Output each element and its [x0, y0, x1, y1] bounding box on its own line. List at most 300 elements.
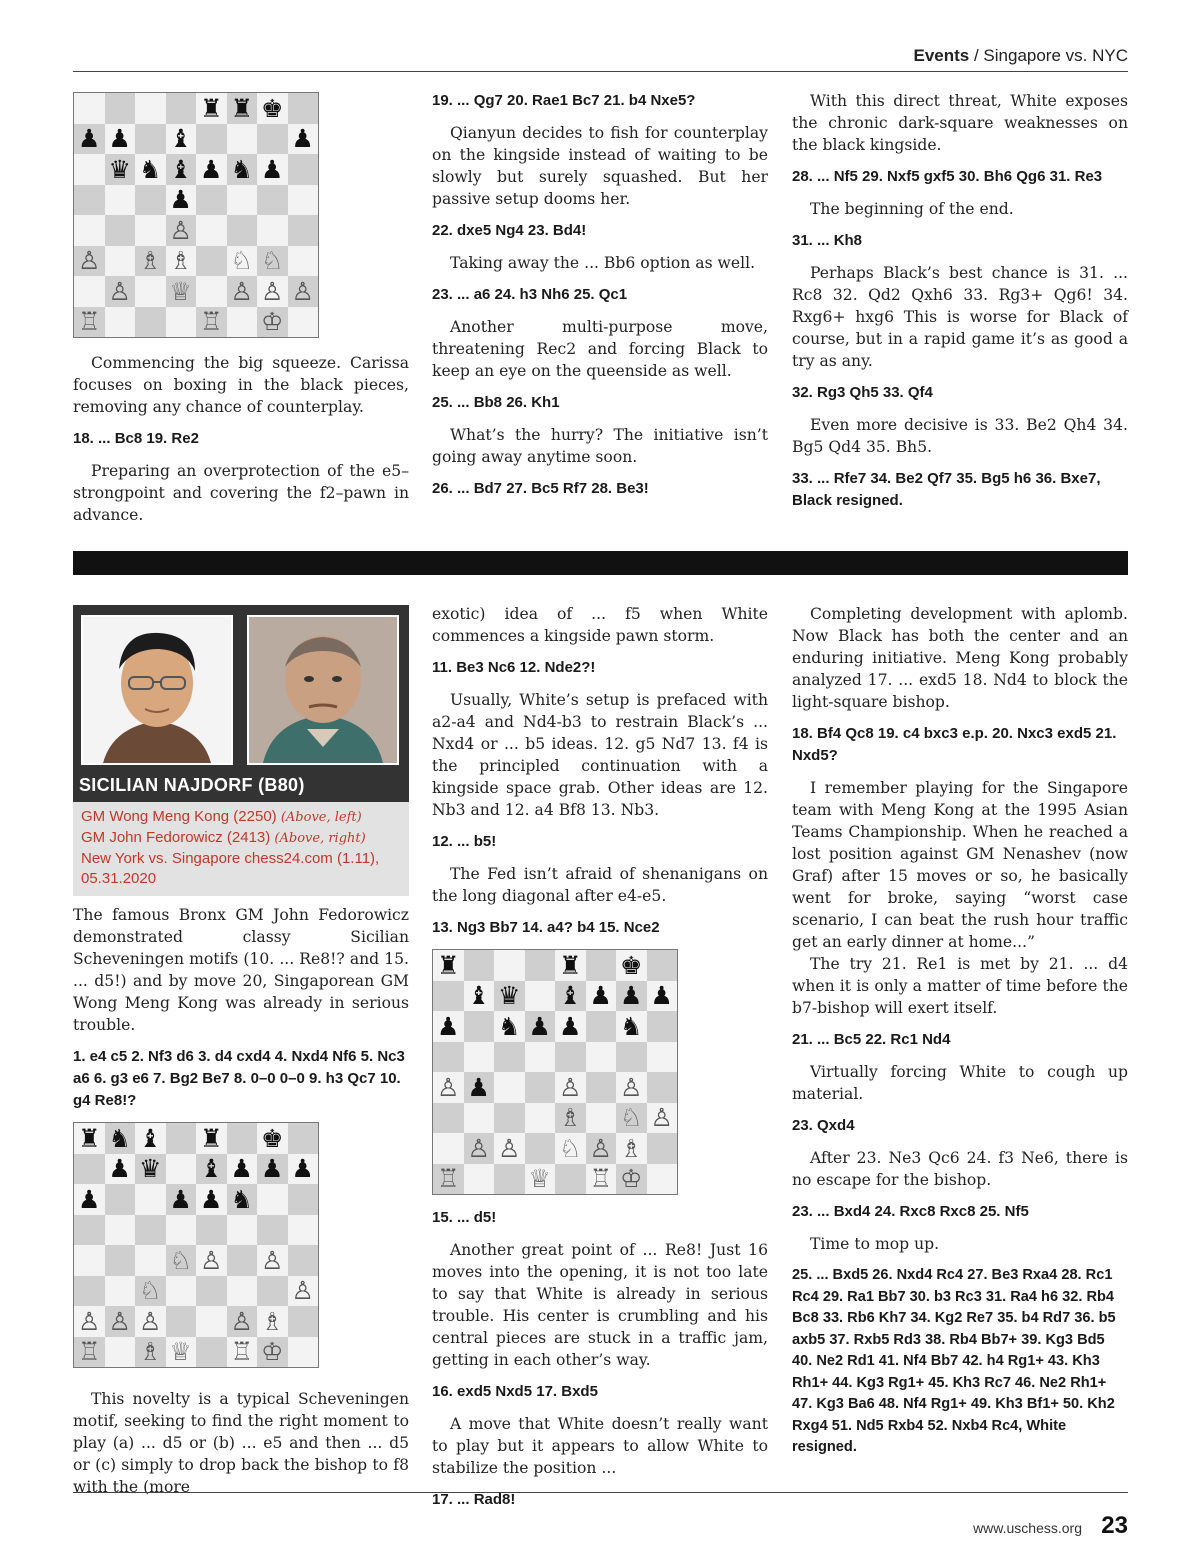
black-king-icon: ♚	[261, 1123, 284, 1153]
board-square	[494, 1042, 525, 1073]
black-rook-icon: ♜	[78, 1123, 101, 1153]
paragraph: The Fed isn’t afraid of shenanigans on the long diagonal after e4-e5.	[432, 865, 768, 905]
board-square	[166, 276, 197, 307]
white-pawn-icon: ♙	[200, 1245, 223, 1275]
black-queen-icon: ♛	[108, 154, 131, 184]
black-bishop-icon: ♝	[559, 981, 582, 1011]
board-square	[257, 307, 288, 338]
board-square	[166, 1245, 197, 1276]
board-square	[257, 215, 288, 246]
black-photo-note: (Above, right)	[274, 831, 366, 846]
board-square	[105, 93, 136, 124]
white-pawn-icon: ♙	[620, 1072, 643, 1102]
white-pawn-icon: ♙	[261, 1245, 284, 1275]
paragraph: Qianyun decides to fish for counterplay on the kingside instead of waiting to be slowly but surely squashed. But her passive setup dooms her.	[432, 124, 768, 208]
black-pawn-icon: ♟	[169, 1184, 192, 1214]
board-square	[257, 1215, 288, 1246]
white-queen-icon: ♕	[528, 1164, 551, 1194]
board-square	[227, 276, 258, 307]
move-line: 19. ... Qg7 20. Rae1 Bc7 21. b4 Nxe5?	[432, 92, 696, 109]
white-pawn-icon: ♙	[589, 1133, 612, 1163]
board-square	[135, 1154, 166, 1185]
paragraph: The beginning of the end.	[810, 200, 1014, 218]
board-square	[525, 1133, 556, 1164]
top-column-1	[73, 92, 409, 536]
board-square	[135, 154, 166, 185]
board-square	[288, 1306, 319, 1337]
black-knight-icon: ♞	[230, 154, 253, 184]
board-square	[227, 307, 258, 338]
board-square	[257, 1337, 288, 1368]
board-square	[227, 154, 258, 185]
board-square	[288, 1184, 319, 1215]
black-pawn-icon: ♟	[650, 981, 673, 1011]
board-square	[288, 1337, 319, 1368]
board-square	[288, 1154, 319, 1185]
white-pawn-icon: ♙	[498, 1133, 521, 1163]
black-pawn-icon: ♟	[78, 1184, 101, 1214]
board-square	[196, 1337, 227, 1368]
board-square	[74, 1215, 105, 1246]
board-square	[288, 1215, 319, 1246]
board-square	[647, 1103, 678, 1134]
board-square	[105, 1245, 136, 1276]
board-square	[227, 1306, 258, 1337]
board-square	[288, 1276, 319, 1307]
board-square	[74, 1154, 105, 1185]
board-square	[288, 246, 319, 277]
black-rook-icon: ♜	[559, 950, 582, 980]
board-square	[135, 1123, 166, 1154]
board-square	[433, 1042, 464, 1073]
board-square	[586, 1164, 617, 1195]
board-square	[555, 1042, 586, 1073]
board-square	[586, 1072, 617, 1103]
board-square	[196, 1245, 227, 1276]
board-square	[288, 154, 319, 185]
board-square	[586, 1011, 617, 1042]
move-line: 31. ... Kh8	[792, 232, 863, 249]
black-pawn-icon: ♟	[230, 1154, 253, 1184]
white-knight-icon: ♘	[261, 246, 284, 276]
board-square	[616, 1133, 647, 1164]
board-square	[647, 1164, 678, 1195]
black-pawn-icon: ♟	[467, 1072, 490, 1102]
board-square	[464, 1042, 495, 1073]
black-pawn-icon: ♟	[291, 124, 314, 154]
board-square	[135, 1215, 166, 1246]
white-king-icon: ♔	[261, 1337, 284, 1367]
board-square	[105, 124, 136, 155]
white-pawn-icon: ♙	[78, 1306, 101, 1336]
paragraph: Usually, White’s setup is prefaced with a2-a4 and Nd4-b3 to restrain Black’s ... Nxd4 or ... b5 ideas. 12. g5 Nd7 13. f4 is the principled continuation with a kingside space grab. Other ideas are 12. Nb3 and 12. a4 Bf8 13. Nb3.	[432, 691, 768, 819]
paragraph: Perhaps Black’s best chance is 31. ... Rc8 32. Qd2 Qxh6 33. Rg3+ Qg6! 34. Rxg6+ hxg6 This is worse for Black of course, but in a rapid game it’s as good a try as any.	[792, 264, 1128, 370]
board-square	[647, 1042, 678, 1073]
black-bishop-icon: ♝	[139, 1123, 162, 1153]
footer-rule	[73, 1492, 1128, 1493]
move-line: 15. ... d5!	[432, 1209, 497, 1226]
board-square	[464, 1103, 495, 1134]
board-square	[227, 1337, 258, 1368]
move-line: 25. ... Bb8 26. Kh1	[432, 394, 560, 411]
move-line: 12. ... b5!	[432, 833, 497, 850]
board-square	[288, 93, 319, 124]
board-square	[257, 124, 288, 155]
paragraph: Even more decisive is 33. Be2 Qh4 34. Bg5 Qd4 35. Bh5.	[792, 416, 1128, 456]
board-square	[555, 950, 586, 981]
board-square	[433, 1011, 464, 1042]
move-line: 16. exd5 Nxd5 17. Bxd5	[432, 1383, 598, 1400]
white-pawn-icon: ♙	[261, 276, 284, 306]
move-line: 11. Be3 Nc6 12. Nde2?!	[432, 659, 596, 676]
board-square	[135, 93, 166, 124]
paragraph: exotic) idea of ... f5 when White commences a kingside pawn storm.	[432, 605, 768, 645]
board-square	[74, 1306, 105, 1337]
board-square	[166, 1184, 197, 1215]
chess-diagram-1	[73, 92, 319, 338]
board-square	[257, 185, 288, 216]
running-header	[73, 40, 1128, 72]
white-rook-icon: ♖	[200, 307, 223, 337]
board-square	[105, 185, 136, 216]
black-queen-icon: ♛	[498, 981, 521, 1011]
board-square	[196, 154, 227, 185]
board-square	[555, 981, 586, 1012]
white-pawn-icon: ♙	[139, 1306, 162, 1336]
paragraph: Time to mop up.	[810, 1235, 940, 1253]
board-square	[105, 1123, 136, 1154]
move-line: 32. Rg3 Qh5 33. Qf4	[792, 384, 933, 401]
board-square	[494, 1164, 525, 1195]
white-pawn-icon: ♙	[437, 1072, 460, 1102]
white-pawn-icon: ♙	[291, 1276, 314, 1306]
event-date: 05.31.2020	[81, 870, 157, 887]
board-square	[135, 185, 166, 216]
board-square	[74, 1276, 105, 1307]
paragraph: Commencing the big squeeze. Carissa focuses on boxing in the black pieces, removing any chance of counterplay.	[73, 354, 409, 416]
paragraph: The famous Bronx GM John Fedorowicz demonstrated classy Sicilian Scheveningen motifs (10. ... Re8!? and 15. ... d5!) and by move 20, Singaporean GM Wong Meng Kong was already in serious trouble.	[73, 906, 409, 1034]
separator: /	[969, 46, 984, 65]
move-line: 26. ... Bd7 27. Bc5 Rf7 28. Be3!	[432, 480, 649, 497]
board-square	[105, 246, 136, 277]
top-column-2	[432, 90, 768, 510]
board-square	[105, 307, 136, 338]
board-square	[227, 93, 258, 124]
board-square	[257, 154, 288, 185]
black-pawn-icon: ♟	[169, 185, 192, 215]
board-square	[227, 246, 258, 277]
black-pawn-icon: ♟	[620, 981, 643, 1011]
board-square	[433, 1103, 464, 1134]
white-knight-icon: ♘	[230, 246, 253, 276]
board-square	[196, 1276, 227, 1307]
board-square	[196, 1215, 227, 1246]
white-pawn-icon: ♙	[230, 276, 253, 306]
move-line: 18. Bf4 Qc8 19. c4 bxc3 e.p. 20. Nxc3 exd5 21. Nxd5?	[792, 725, 1117, 764]
board-square	[288, 1245, 319, 1276]
board-square	[227, 1245, 258, 1276]
board-square	[647, 981, 678, 1012]
board-square	[166, 246, 197, 277]
board-square	[586, 1042, 617, 1073]
black-bishop-icon: ♝	[169, 154, 192, 184]
white-knight-icon: ♘	[620, 1103, 643, 1133]
white-rook-icon: ♖	[589, 1164, 612, 1194]
board-square	[74, 154, 105, 185]
white-knight-icon: ♘	[559, 1133, 582, 1163]
board-square	[494, 950, 525, 981]
paragraph: This novelty is a typical Scheveningen motif, seeking to find the right moment to play (a) ... d5 or (b) ... e5 and then ... d5 or (c) simply to drop back the bishop to f8 with the (more	[73, 1390, 409, 1496]
board-square	[196, 1306, 227, 1337]
black-king-icon: ♚	[620, 950, 643, 980]
white-pawn-icon: ♙	[108, 276, 131, 306]
move-line: 13. Ng3 Bb7 14. a4? b4 15. Nce2	[432, 919, 660, 936]
black-rook-icon: ♜	[200, 1123, 223, 1153]
chess-diagram-3	[432, 949, 678, 1195]
black-knight-icon: ♞	[230, 1184, 253, 1214]
board-square	[196, 276, 227, 307]
board-square	[227, 1154, 258, 1185]
board-square	[196, 124, 227, 155]
board-square	[525, 1011, 556, 1042]
black-knight-icon: ♞	[139, 154, 162, 184]
board-square	[525, 950, 556, 981]
board-square	[433, 950, 464, 981]
board-square	[135, 276, 166, 307]
board-square	[74, 185, 105, 216]
board-square	[616, 1042, 647, 1073]
board-square	[647, 1133, 678, 1164]
white-bishop-icon: ♗	[559, 1103, 582, 1133]
board-square	[257, 1276, 288, 1307]
section-label: Events	[913, 46, 970, 65]
black-pawn-icon: ♟	[261, 1154, 284, 1184]
move-line: 18. ... Bc8 19. Re2	[73, 430, 199, 447]
black-pawn-icon: ♟	[108, 124, 131, 154]
board-square	[105, 1306, 136, 1337]
board-square	[647, 950, 678, 981]
white-knight-icon: ♘	[139, 1276, 162, 1306]
page-number: 23	[1101, 1512, 1128, 1539]
white-pawn-icon: ♙	[291, 276, 314, 306]
board-square	[288, 124, 319, 155]
board-square	[227, 215, 258, 246]
board-square	[616, 1103, 647, 1134]
board-square	[105, 1337, 136, 1368]
black-pawn-icon: ♟	[589, 981, 612, 1011]
board-square	[647, 1072, 678, 1103]
board-square	[586, 950, 617, 981]
board-square	[288, 307, 319, 338]
board-square	[196, 1154, 227, 1185]
white-bishop-icon: ♗	[620, 1133, 643, 1163]
bottom-column-3	[792, 603, 1128, 1469]
board-square	[586, 1103, 617, 1134]
board-square	[494, 981, 525, 1012]
board-square	[616, 981, 647, 1012]
black-rook-icon: ♜	[230, 93, 253, 123]
board-square	[257, 1245, 288, 1276]
section-title	[914, 46, 1129, 66]
board-square	[74, 1184, 105, 1215]
board-square	[196, 1184, 227, 1215]
paragraph: Another multi-purpose move, threatening Rec2 and forcing Black to keep an eye on the queenside as well.	[432, 318, 768, 380]
bottom-column-1	[73, 904, 409, 1508]
board-square	[227, 1184, 258, 1215]
board-square	[494, 1072, 525, 1103]
paragraph: What’s the hurry? The initiative isn’t going away anytime soon.	[432, 426, 768, 466]
board-square	[227, 1276, 258, 1307]
move-line: 23. Qxd4	[792, 1117, 855, 1134]
photo-john-fedorowicz	[247, 615, 399, 765]
paragraph: Taking away the ... Bb6 option as well.	[450, 254, 756, 272]
board-square	[555, 1164, 586, 1195]
black-knight-icon: ♞	[108, 1123, 131, 1153]
white-rook-icon: ♖	[437, 1164, 460, 1194]
paragraph: With this direct threat, White exposes the chronic dark-square weaknesses on the black kingside.	[792, 92, 1128, 154]
paragraph: Preparing an overprotection of the e5–strongpoint and covering the f2–pawn in advance.	[73, 462, 409, 524]
board-square	[74, 276, 105, 307]
black-rook-icon: ♜	[437, 950, 460, 980]
white-queen-icon: ♕	[169, 276, 192, 306]
black-pawn-icon: ♟	[291, 1154, 314, 1184]
board-square	[257, 93, 288, 124]
board-square	[464, 1072, 495, 1103]
board-square	[105, 1184, 136, 1215]
white-bishop-icon: ♗	[139, 1337, 162, 1367]
board-square	[166, 93, 197, 124]
white-pawn-icon: ♙	[169, 215, 192, 245]
board-square	[135, 124, 166, 155]
board-square	[464, 950, 495, 981]
board-square	[196, 215, 227, 246]
paragraph: I remember playing for the Singapore team with Meng Kong at the 1995 Asian Teams Championship. When he reached a lost position against GM Nenashev (now Graf) after 15 moves or so, he basically went for broke, saying “worst case scenario, I can beat the rush hour traffic get an early dinner at home...”	[792, 779, 1128, 951]
board-square	[227, 1215, 258, 1246]
black-player: GM John Fedorowicz (2413)	[81, 829, 271, 846]
white-player: GM Wong Meng Kong (2250)	[81, 808, 277, 825]
board-square	[433, 981, 464, 1012]
white-photo-note: (Above, left)	[280, 810, 362, 825]
black-bishop-icon: ♝	[169, 124, 192, 154]
photo-wong-meng-kong	[81, 615, 233, 765]
board-square	[74, 1123, 105, 1154]
board-square	[586, 981, 617, 1012]
board-square	[464, 1164, 495, 1195]
black-pawn-icon: ♟	[559, 1011, 582, 1041]
board-square	[288, 1123, 319, 1154]
white-queen-icon: ♕	[169, 1337, 192, 1367]
board-square	[166, 185, 197, 216]
move-line: 28. ... Nf5 29. Nxf5 gxf5 30. Bh6 Qg6 31. Re3	[792, 168, 1103, 185]
board-square	[196, 246, 227, 277]
board-square	[227, 185, 258, 216]
game-info-box	[73, 802, 409, 896]
board-square	[464, 981, 495, 1012]
board-square	[525, 1072, 556, 1103]
black-pawn-icon: ♟	[78, 124, 101, 154]
board-square	[196, 307, 227, 338]
move-line: 22. dxe5 Ng4 23. Bd4!	[432, 222, 587, 239]
board-square	[257, 246, 288, 277]
board-square	[166, 1215, 197, 1246]
black-queen-icon: ♛	[139, 1154, 162, 1184]
black-pawn-icon: ♟	[437, 1011, 460, 1041]
footer-url: www.uschess.org	[973, 1520, 1082, 1536]
board-square	[555, 1011, 586, 1042]
board-square	[616, 1164, 647, 1195]
board-square	[616, 1011, 647, 1042]
board-square	[135, 1184, 166, 1215]
top-column-3	[792, 90, 1128, 522]
board-square	[257, 1184, 288, 1215]
board-square	[494, 1133, 525, 1164]
board-square	[105, 215, 136, 246]
board-square	[227, 124, 258, 155]
black-pawn-icon: ♟	[200, 1184, 223, 1214]
board-square	[166, 1306, 197, 1337]
board-square	[166, 1154, 197, 1185]
board-square	[196, 185, 227, 216]
board-square	[433, 1133, 464, 1164]
move-line: 1. e4 c5 2. Nf3 d6 3. d4 cxd4 4. Nxd4 Nf6 5. Nc3 a6 6. g3 e6 7. Bg2 Be7 8. 0–0 0–0 9. h3 Qc7 10. g4 Re8!?	[73, 1048, 405, 1109]
move-line: 25. ... Bxd5 26. Nxd4 Rc4 27. Be3 Rxa4 28. Rc1 Rc4 29. Ra1 Bb7 30. b3 Rc3 31. Ra4 h6 32. Rb4 Bc8 33. Rb6 Kh7 34. Kg2 Re7 35. b4 Rd7 36. b5 axb5 37. Rxb5 Rd3 38. Rb4 Bb7+ 39. Kg3 Bd5 40. Ne2 Rd1 41. Nf4 Bb7 42. h4 Rg1+ 43. Kh3 Rh1+ 44. Kg3 Rg1+ 45. Kh3 Rc7 46. Ne2 Rh1+ 47. Kg3 Ba6 48. Nf4 Rg1+ 49. Kh3 Bf1+ 50. Kh2 Rxg4 51. Nd5 Rxb4 52. Nxb4 Rc4, White resigned.	[792, 1267, 1116, 1455]
board-square	[257, 1306, 288, 1337]
black-pawn-icon: ♟	[108, 1154, 131, 1184]
white-rook-icon: ♖	[78, 1337, 101, 1367]
board-square	[105, 1276, 136, 1307]
board-square	[433, 1164, 464, 1195]
board-square	[135, 1245, 166, 1276]
board-square	[135, 1276, 166, 1307]
white-pawn-icon: ♙	[467, 1133, 490, 1163]
white-rook-icon: ♖	[230, 1337, 253, 1367]
black-rook-icon: ♜	[200, 93, 223, 123]
white-rook-icon: ♖	[78, 307, 101, 337]
board-square	[74, 215, 105, 246]
board-square	[464, 1133, 495, 1164]
chess-diagram-2	[73, 1122, 319, 1368]
white-player-line	[81, 807, 401, 828]
white-bishop-icon: ♗	[169, 246, 192, 276]
board-square	[616, 1072, 647, 1103]
board-square	[135, 1306, 166, 1337]
board-square	[74, 1245, 105, 1276]
move-line: 23. ... a6 24. h3 Nh6 25. Qc1	[432, 286, 628, 303]
board-square	[525, 981, 556, 1012]
paragraph: Completing development with aplomb. Now Black has both the center and an enduring initiative. Meng Kong probably analyzed 17. ... exd5 18. Nd4 to block the light-square bishop.	[792, 605, 1128, 711]
section-divider	[73, 551, 1128, 575]
board-square	[464, 1011, 495, 1042]
board-square	[74, 124, 105, 155]
white-king-icon: ♔	[261, 307, 284, 337]
board-square	[105, 276, 136, 307]
article-title: Singapore vs. NYC	[983, 46, 1128, 65]
event-line: New York vs. Singapore chess24.com (1.11),	[81, 850, 380, 867]
bottom-column-2	[432, 603, 768, 1521]
board-square	[166, 307, 197, 338]
board-square	[196, 1123, 227, 1154]
board-square	[494, 1103, 525, 1134]
move-line: 21. ... Bc5 22. Rc1 Nd4	[792, 1031, 951, 1048]
paragraph: The try 21. Re1 is met by 21. ... d4 when it is only a matter of time before the b7-bishop will exert itself.	[792, 955, 1128, 1017]
board-square	[166, 215, 197, 246]
board-square	[135, 1337, 166, 1368]
black-pawn-icon: ♟	[261, 154, 284, 184]
black-knight-icon: ♞	[498, 1011, 521, 1041]
board-square	[166, 1337, 197, 1368]
board-square	[257, 1123, 288, 1154]
board-square	[257, 1154, 288, 1185]
